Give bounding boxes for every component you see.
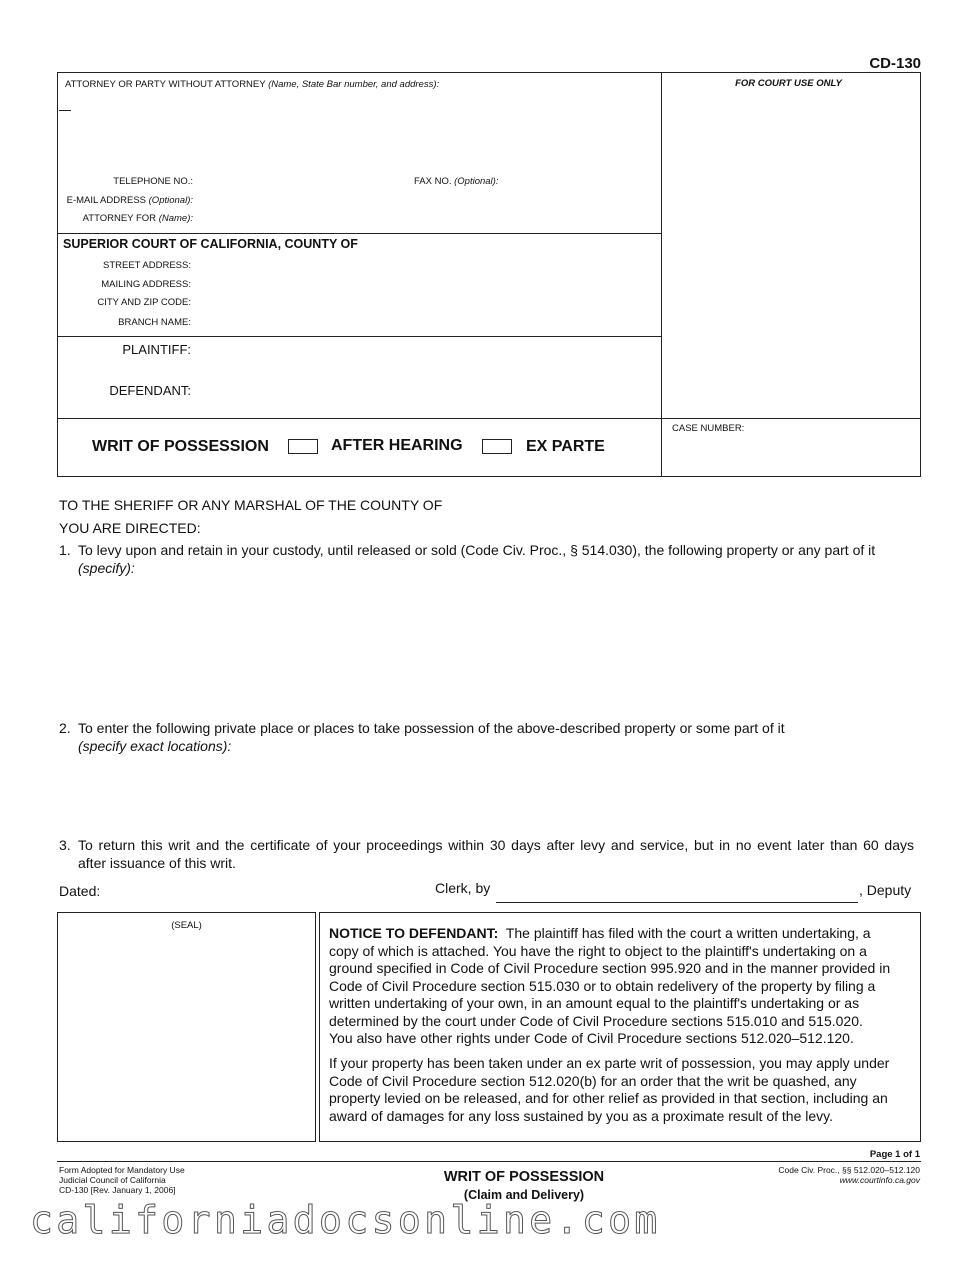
item1-text: To levy upon and retain in your custody, until released or sold (Code Civ. Proc., § 514.030), the following property or any part of it (78, 542, 876, 558)
directed-line: YOU ARE DIRECTED: (59, 520, 201, 536)
website-link[interactable]: www.courtinfo.ca.gov (839, 1175, 920, 1185)
item1-number: 1. (59, 542, 71, 558)
attorney-for-label: ATTORNEY FOR (Name): (82, 213, 193, 224)
item2-number: 2. (59, 720, 71, 736)
writ-title: WRIT OF POSSESSION (92, 438, 269, 455)
item3-text-line2: after issuance of this writ. (78, 855, 236, 871)
watermark: californiadocsonline.com (30, 1198, 661, 1242)
code-reference: Code Civ. Proc., §§ 512.020–512.120 (778, 1165, 920, 1175)
item3-text-line1: To return this writ and the certificate of your proceedings within 30 days after levy and service, but in no event later than 60 days (78, 837, 914, 853)
plaintiff-label: PLAINTIFF: (122, 342, 191, 357)
caption-box (57, 72, 921, 477)
to-sheriff-line: TO THE SHERIFF OR ANY MARSHAL OF THE COUNTY OF (59, 497, 443, 513)
defendant-label: DEFENDANT: (109, 383, 191, 398)
street-address-label: STREET ADDRESS: (103, 260, 191, 271)
notice-paragraph-1: NOTICE TO DEFENDANT: The plaintiff has filed with the court a written undertaking, a copy of which is attached. You have the right to object to the plaintiff's undertaking on a ground specified in Code of Civil Procedure section 995.920 and in the manner provided in Code of Civil Procedure section 515.030 or to obtain redelivery of the property by filing a written undertaking of your own, in an amount equal to the plaintiff's undertaking or as determined by the court under Code of Civil Procedure sections 515.010 and 515.020. You also have other rights under Code of Civil Procedure sections 512.020–512.120. (329, 925, 891, 1046)
footer-left: Form Adopted for Mandatory Use Judicial Council of California CD-130 [Rev. January 1, 2006] (59, 1165, 185, 1195)
parties-writ-divider (57, 418, 921, 419)
city-zip-label: CITY AND ZIP CODE: (97, 297, 191, 308)
mailing-address-label: MAILING ADDRESS: (101, 279, 191, 290)
footer-rule (57, 1161, 921, 1162)
item3-number: 3. (59, 837, 71, 853)
footer-subtitle: (Claim and Delivery) (463, 1188, 585, 1202)
deputy-label: , Deputy (859, 882, 912, 898)
form-number: CD-130 (869, 55, 921, 72)
footer-title: WRIT OF POSSESSION (443, 1169, 605, 1185)
seal-label: (SEAL) (171, 920, 202, 931)
telephone-label: TELEPHONE NO.: (113, 176, 193, 187)
notice-paragraph-2: If your property has been taken under an ex parte writ of possession, you may apply under Code of Civil Procedure section 512.020(b) for an order that the writ be quashed, any property levied on be released, and for other relief as provided in that section, including an award of damages for any loss sustained by you as a proximate result of the levy. (329, 1055, 890, 1124)
branch-name-label: BRANCH NAME: (118, 317, 191, 328)
attorney-label: ATTORNEY OR PARTY WITHOUT ATTORNEY (Name, State Bar number, and address): (65, 79, 440, 90)
ex-parte-checkbox[interactable] (482, 439, 512, 454)
item2-text: To enter the following private place or places to take possession of the above-described property or some part of it (78, 720, 785, 736)
dated-label: Dated: (59, 883, 101, 899)
court-title: SUPERIOR COURT OF CALIFORNIA, COUNTY OF (63, 237, 358, 251)
case-number-label: CASE NUMBER: (672, 423, 745, 434)
seal-box (57, 912, 316, 1142)
notice-heading: NOTICE TO DEFENDANT: (329, 925, 499, 941)
footer-right (778, 1165, 920, 1185)
item1-specify: (specify): (78, 560, 135, 576)
court-parties-divider (57, 336, 662, 337)
attorney-field-mark (59, 110, 71, 111)
clerk-signature-line[interactable] (496, 902, 858, 903)
court-use-label: FOR COURT USE ONLY (735, 78, 842, 89)
clerk-label: Clerk, by (435, 880, 491, 896)
caption-divider (661, 72, 662, 477)
after-hearing-checkbox[interactable] (288, 439, 318, 454)
ex-parte-label: EX PARTE (526, 438, 605, 455)
fax-label: FAX NO. (Optional): (414, 176, 499, 187)
attorney-court-divider (57, 233, 662, 234)
page-number: Page 1 of 1 (869, 1149, 920, 1160)
after-hearing-label: AFTER HEARING (331, 437, 463, 454)
item2-specify: (specify exact locations): (78, 738, 232, 754)
email-label: E-MAIL ADDRESS (Optional): (66, 195, 193, 206)
